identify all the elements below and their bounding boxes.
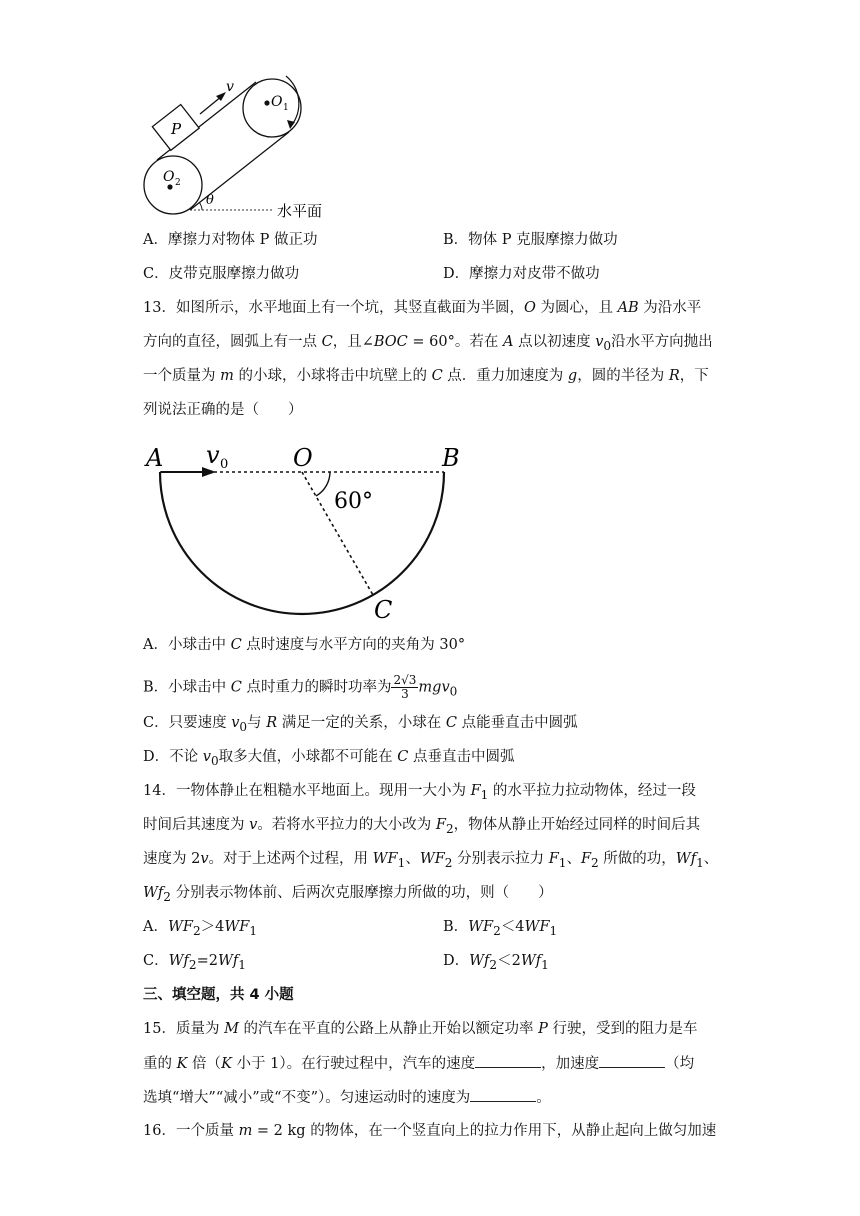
q13-option-b[interactable]: B．小球击中 C 点时重力的瞬时功率为 $\frac{2√3}{3}$ mgv$_0$	[143, 673, 458, 701]
blank-velocity[interactable]	[475, 1053, 541, 1068]
q12-option-a[interactable]: A．摩擦力对物体 P 做正功	[143, 232, 318, 248]
roller-o2	[144, 156, 202, 214]
label-o1: O	[271, 94, 283, 110]
blank-acceleration[interactable]	[599, 1053, 665, 1068]
label-p: P	[171, 120, 182, 138]
q14-line-2: 时间后其速度为 v。若将水平拉力的大小改为 $F_2$，物体从静止开始经过同样的时间后其	[143, 817, 701, 836]
q12-option-b[interactable]: B．物体 P 克服摩擦力做功	[443, 232, 618, 248]
q13-option-d[interactable]: D．不论 $v_0$取多大值，小球都不可能在 C 点垂直击中圆弧	[143, 749, 515, 768]
q12-option-d[interactable]: D．摩擦力对皮带不做功	[443, 266, 600, 282]
conveyor-figure	[140, 74, 340, 220]
q14-option-a[interactable]: A．$WF_2>4WF_1$	[143, 919, 258, 938]
label-c: C	[374, 596, 393, 620]
semicircle-arc	[160, 472, 444, 614]
label-o2-sub: 2	[175, 178, 181, 188]
label-v: v	[226, 79, 234, 95]
label-angle: 60°	[334, 489, 373, 514]
section-heading: 三、填空题，共 4 小题	[143, 987, 294, 1003]
q13-line-3: 一个质量为 m 的小球，小球将击中坑壁上的 C 点．重力加速度为 g，圆的半径为 R，下	[143, 368, 709, 384]
label-a: A	[146, 444, 164, 472]
q14-option-b[interactable]: B．$WF_2<4WF_1$	[443, 919, 558, 938]
q15-line-1: 15．质量为 M 的汽车在平直的公路上从静止开始以额定功率 P 行驶，受到的阻力是车	[143, 1021, 698, 1037]
q14-line-3: 速度为 2v。对于上述两个过程，用 $WF_1$、$WF_2$ 分别表示拉力 $F_1$、$F_2$ 所做的功，$Wf_1$、	[143, 851, 719, 870]
label-v0-sub: 0	[220, 457, 229, 472]
q13-option-a[interactable]: A．小球击中 C 点时速度与水平方向的夹角为 30°	[143, 637, 466, 653]
q16-line-1: 16．一个质量 m = 2 kg 的物体，在一个竖直向上的拉力作用下，从静止起向上做匀加速	[143, 1123, 717, 1139]
q14-line-4: $Wf_2$ 分别表示物体前、后两次克服摩擦力所做的功，则（ ）	[143, 885, 553, 904]
label-b: B	[442, 444, 460, 472]
label-o2: O	[163, 169, 175, 185]
q12-option-c[interactable]: C．皮带克服摩擦力做功	[143, 266, 300, 282]
label-o1-sub: 1	[283, 103, 289, 113]
q13-option-c[interactable]: C．只要速度 $v_0$与 R 满足一定的关系，小球在 C 点能垂直击中圆弧	[143, 715, 578, 734]
label-o: O	[293, 444, 313, 472]
label-v0: v	[206, 441, 220, 469]
q15-line-3: 选填“增大”“减小”或“不变”）。匀速运动时的速度为 。	[143, 1087, 551, 1108]
q14-option-d[interactable]: D．$Wf_2<2Wf_1$	[443, 953, 549, 972]
semicircle-figure	[140, 440, 480, 620]
q13-line-1: 13．如图所示，水平地面上有一个坑，其竖直截面为半圆，O 为圆心，且 AB 为沿水平	[143, 300, 702, 316]
q14-option-c[interactable]: C．$Wf_2=2Wf_1$	[143, 953, 246, 972]
label-ground: 水平面	[277, 202, 323, 220]
fraction-2sqrt3-over-3: $\frac{2√3}{3}$	[393, 673, 417, 701]
q15-line-2: 重的 K 倍（K 小于 1）。在行驶过程中，汽车的速度 ，加速度 （均	[143, 1053, 694, 1074]
label-theta: θ	[206, 193, 214, 208]
q14-line-1: 14．一物体静止在粗糙水平地面上。现用一大小为 $F_1$ 的水平拉力拉动物体，经过一段	[143, 783, 696, 802]
q13-line-2: 方向的直径，圆弧上有一点 C，且∠BOC = 60°。若在 A 点以初速度 $v_0$沿水平方向抛出	[143, 334, 713, 353]
blank-uniform-speed[interactable]	[470, 1087, 536, 1102]
q13-line-4: 列说法正确的是（ ）	[143, 402, 303, 418]
